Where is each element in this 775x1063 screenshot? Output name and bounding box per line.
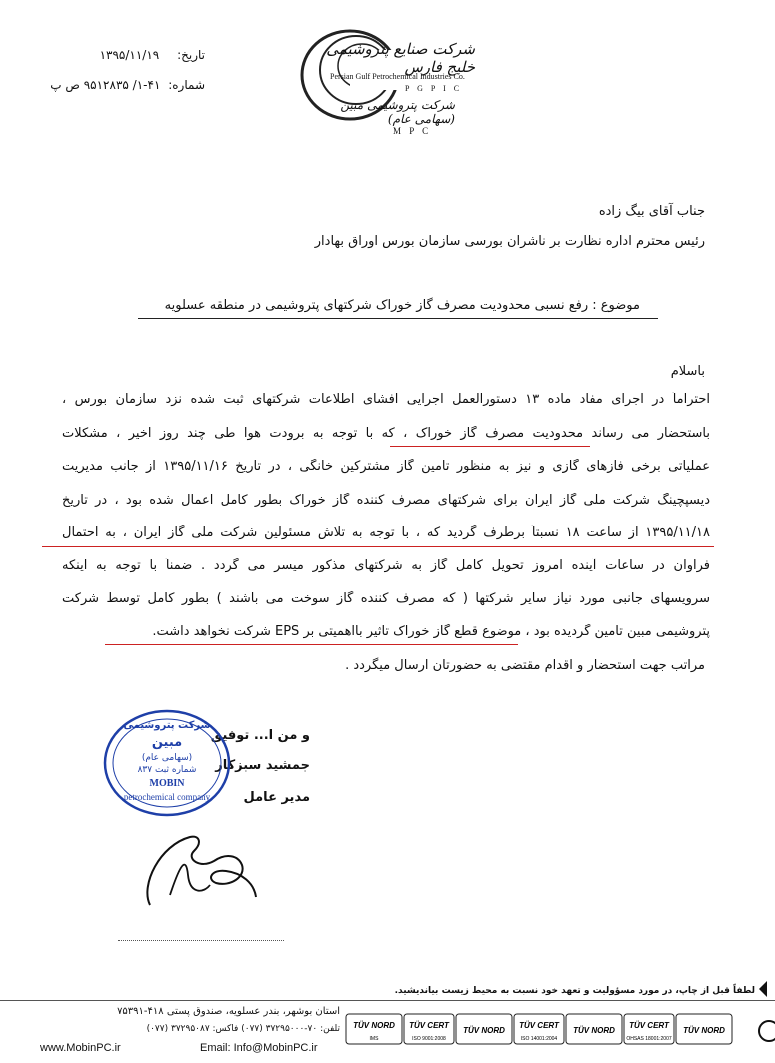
cert-logo-4 xyxy=(513,1012,565,1046)
cert-brand: TÜV CERT xyxy=(519,1021,559,1030)
body-line-8: پتروشیمی مبین تامین گردیده بود ، موضوع قطع گاز خوراک تاثیر بااهمیتی بر EPS شرکت نخواهد داشت. xyxy=(152,624,710,639)
cert-brand: TÜV NORD xyxy=(683,1026,725,1035)
cert-logo-7 xyxy=(675,1012,733,1046)
cert-brand: TÜV CERT xyxy=(409,1021,449,1030)
addressee-name: جناب آقای بیگ زاده xyxy=(598,204,705,219)
company-name-fa: شرکت صنایع پتروشیمی خلیج فارس xyxy=(326,40,475,76)
stamp-line-4: شماره ثبت ۸۳۷ xyxy=(137,765,197,775)
stamp-line-2: مبین xyxy=(151,735,183,750)
stamp-line-5: MOBIN xyxy=(149,778,185,789)
date-label: تاریخ: xyxy=(177,48,205,62)
number-label: شماره: xyxy=(168,78,205,92)
cert-brand: TÜV NORD xyxy=(573,1026,615,1035)
signer-title: مدیر عامل xyxy=(243,790,310,805)
cert-badge: IMS xyxy=(369,1036,379,1042)
body-line-3: عملیاتی برخی فازهای گازی و نیز به منظور تامین گاز مشترکین خانگی ، در تاریخ ۱۳۹۵/۱۱/۱۶ از جانب مدیریت xyxy=(62,459,710,474)
cert-logo-2 xyxy=(403,1012,455,1046)
subject-line: موضوع : رفع نسبی محدودیت مصرف گاز خوراک شرکتهای پتروشیمی در منطقه عسلویه xyxy=(164,298,640,313)
footer-note: لطفاً قبل از چاپ، در مورد مسؤولیت و تعهد خود نسبت به محیط زیست بیاندیشید. xyxy=(394,986,755,996)
cert-logo-5 xyxy=(565,1012,623,1046)
company-name-en: Persian Gulf Petrochemical Industries Co. xyxy=(330,72,465,81)
date-row xyxy=(100,48,205,62)
body-line-2: باستحضار می رساند محدودیت مصرف گاز خوراک ، که با توجه به برودت هوا طی چند روز اخیر ، مشکلات xyxy=(62,426,710,441)
cert-badge: ISO 9001:2008 xyxy=(412,1036,446,1042)
closing-salutation: و من ا... توفیق xyxy=(210,728,310,743)
cert-brand: TÜV NORD xyxy=(463,1026,505,1035)
body-line-9: مراتب جهت استحضار و اقدام مقتضی به حضورتان ارسال میگردد . xyxy=(345,658,705,673)
cert-badge: ISO 14001:2004 xyxy=(520,1036,558,1042)
stamp-line-3: (سهامی عام) xyxy=(141,753,193,763)
cert-logo-3 xyxy=(455,1012,513,1046)
footer-phone: تلفن: ۷۰-۳۷۲۹۵۰۰۰ (۰۷۷) فاکس: ۳۷۲۹۵۰۸۷ (۰۷۷) xyxy=(146,1024,340,1034)
number-value: ۴۱-۱/ ۹۵۱۲۸۳۵ ص پ xyxy=(50,78,161,92)
stamp-line-1: شرکت پتروشیمی xyxy=(123,720,211,731)
cert-badge: OHSAS 18001:2007 xyxy=(626,1036,672,1042)
company-abbr: P G P I C xyxy=(405,84,463,93)
footer-email[interactable]: Email: Info@MobinPC.ir xyxy=(200,1042,318,1054)
cert-brand: TÜV NORD xyxy=(353,1021,395,1030)
number-row xyxy=(50,78,205,92)
footer-address: استان بوشهر، بندر عسلویه، صندوق پستی ۴۱۸-۷۵۳۹۱ xyxy=(117,1006,340,1017)
footer-rule xyxy=(0,1000,775,1001)
company-stamp xyxy=(102,708,232,818)
cert-logo-1 xyxy=(345,1012,403,1046)
signature-divider xyxy=(118,940,284,941)
certification-logos xyxy=(345,1012,733,1046)
subsidiary-name-fa: شرکت پتروشیمی مبین (سهامی عام) xyxy=(340,98,455,126)
body-line-5: ۱۳۹۵/۱۱/۱۸ از ساعت ۱۸ نسبتاً برطرف گردید که ، با توجه به تلاش مسئولین شرکت ملی گاز ایران ، به احتمال xyxy=(62,525,710,540)
body-line-7: سرویسهای جانبی مورد نیاز سایر شرکتها ( که مصرف کننده گاز سوخت می باشند ) بطور کامل توسط شرکت xyxy=(62,591,710,606)
greeting: باسلام xyxy=(670,364,705,379)
body-line-6: فراوان در ساعات آینده امروز تحویل کامل گاز به شرکتهای مذکور میسر می گردد . ضمناً با توجه به اینکه xyxy=(62,558,710,573)
date-value: ۱۳۹۵/۱۱/۱۹ xyxy=(99,48,160,62)
highlight-underline-3 xyxy=(105,644,518,645)
handwritten-signature xyxy=(130,825,270,915)
highlight-underline-2 xyxy=(42,546,714,547)
subject-underline xyxy=(138,318,658,319)
body-line-4: دیسپچینگ شرکت ملی گاز ایران برای شرکتهای مصرف کننده گاز خوراک بطور کامل اعمال شده بود ، در تاریخ xyxy=(62,493,710,508)
cert-logo-6 xyxy=(623,1012,675,1046)
cert-brand: TÜV CERT xyxy=(629,1021,669,1030)
highlight-underline-1 xyxy=(390,446,590,447)
addressee-title: رئیس محترم اداره نظارت بر ناشران بورسی سازمان بورس اوراق بهادار xyxy=(314,234,705,249)
subsidiary-abbr: M P C xyxy=(393,126,432,136)
leaf-icon xyxy=(755,975,775,1055)
signer-name: جمشید سبزکار xyxy=(215,758,310,773)
stamp-line-6: petrochemical company xyxy=(123,792,211,802)
footer-website[interactable]: www.MobinPC.ir xyxy=(40,1042,121,1054)
body-line-1: احتراماً در اجرای مفاد ماده ۱۳ دستورالعمل اجرایی افشای اطلاعات شرکتهای ثبت شده نزد سازمان بورس ، xyxy=(62,392,710,407)
